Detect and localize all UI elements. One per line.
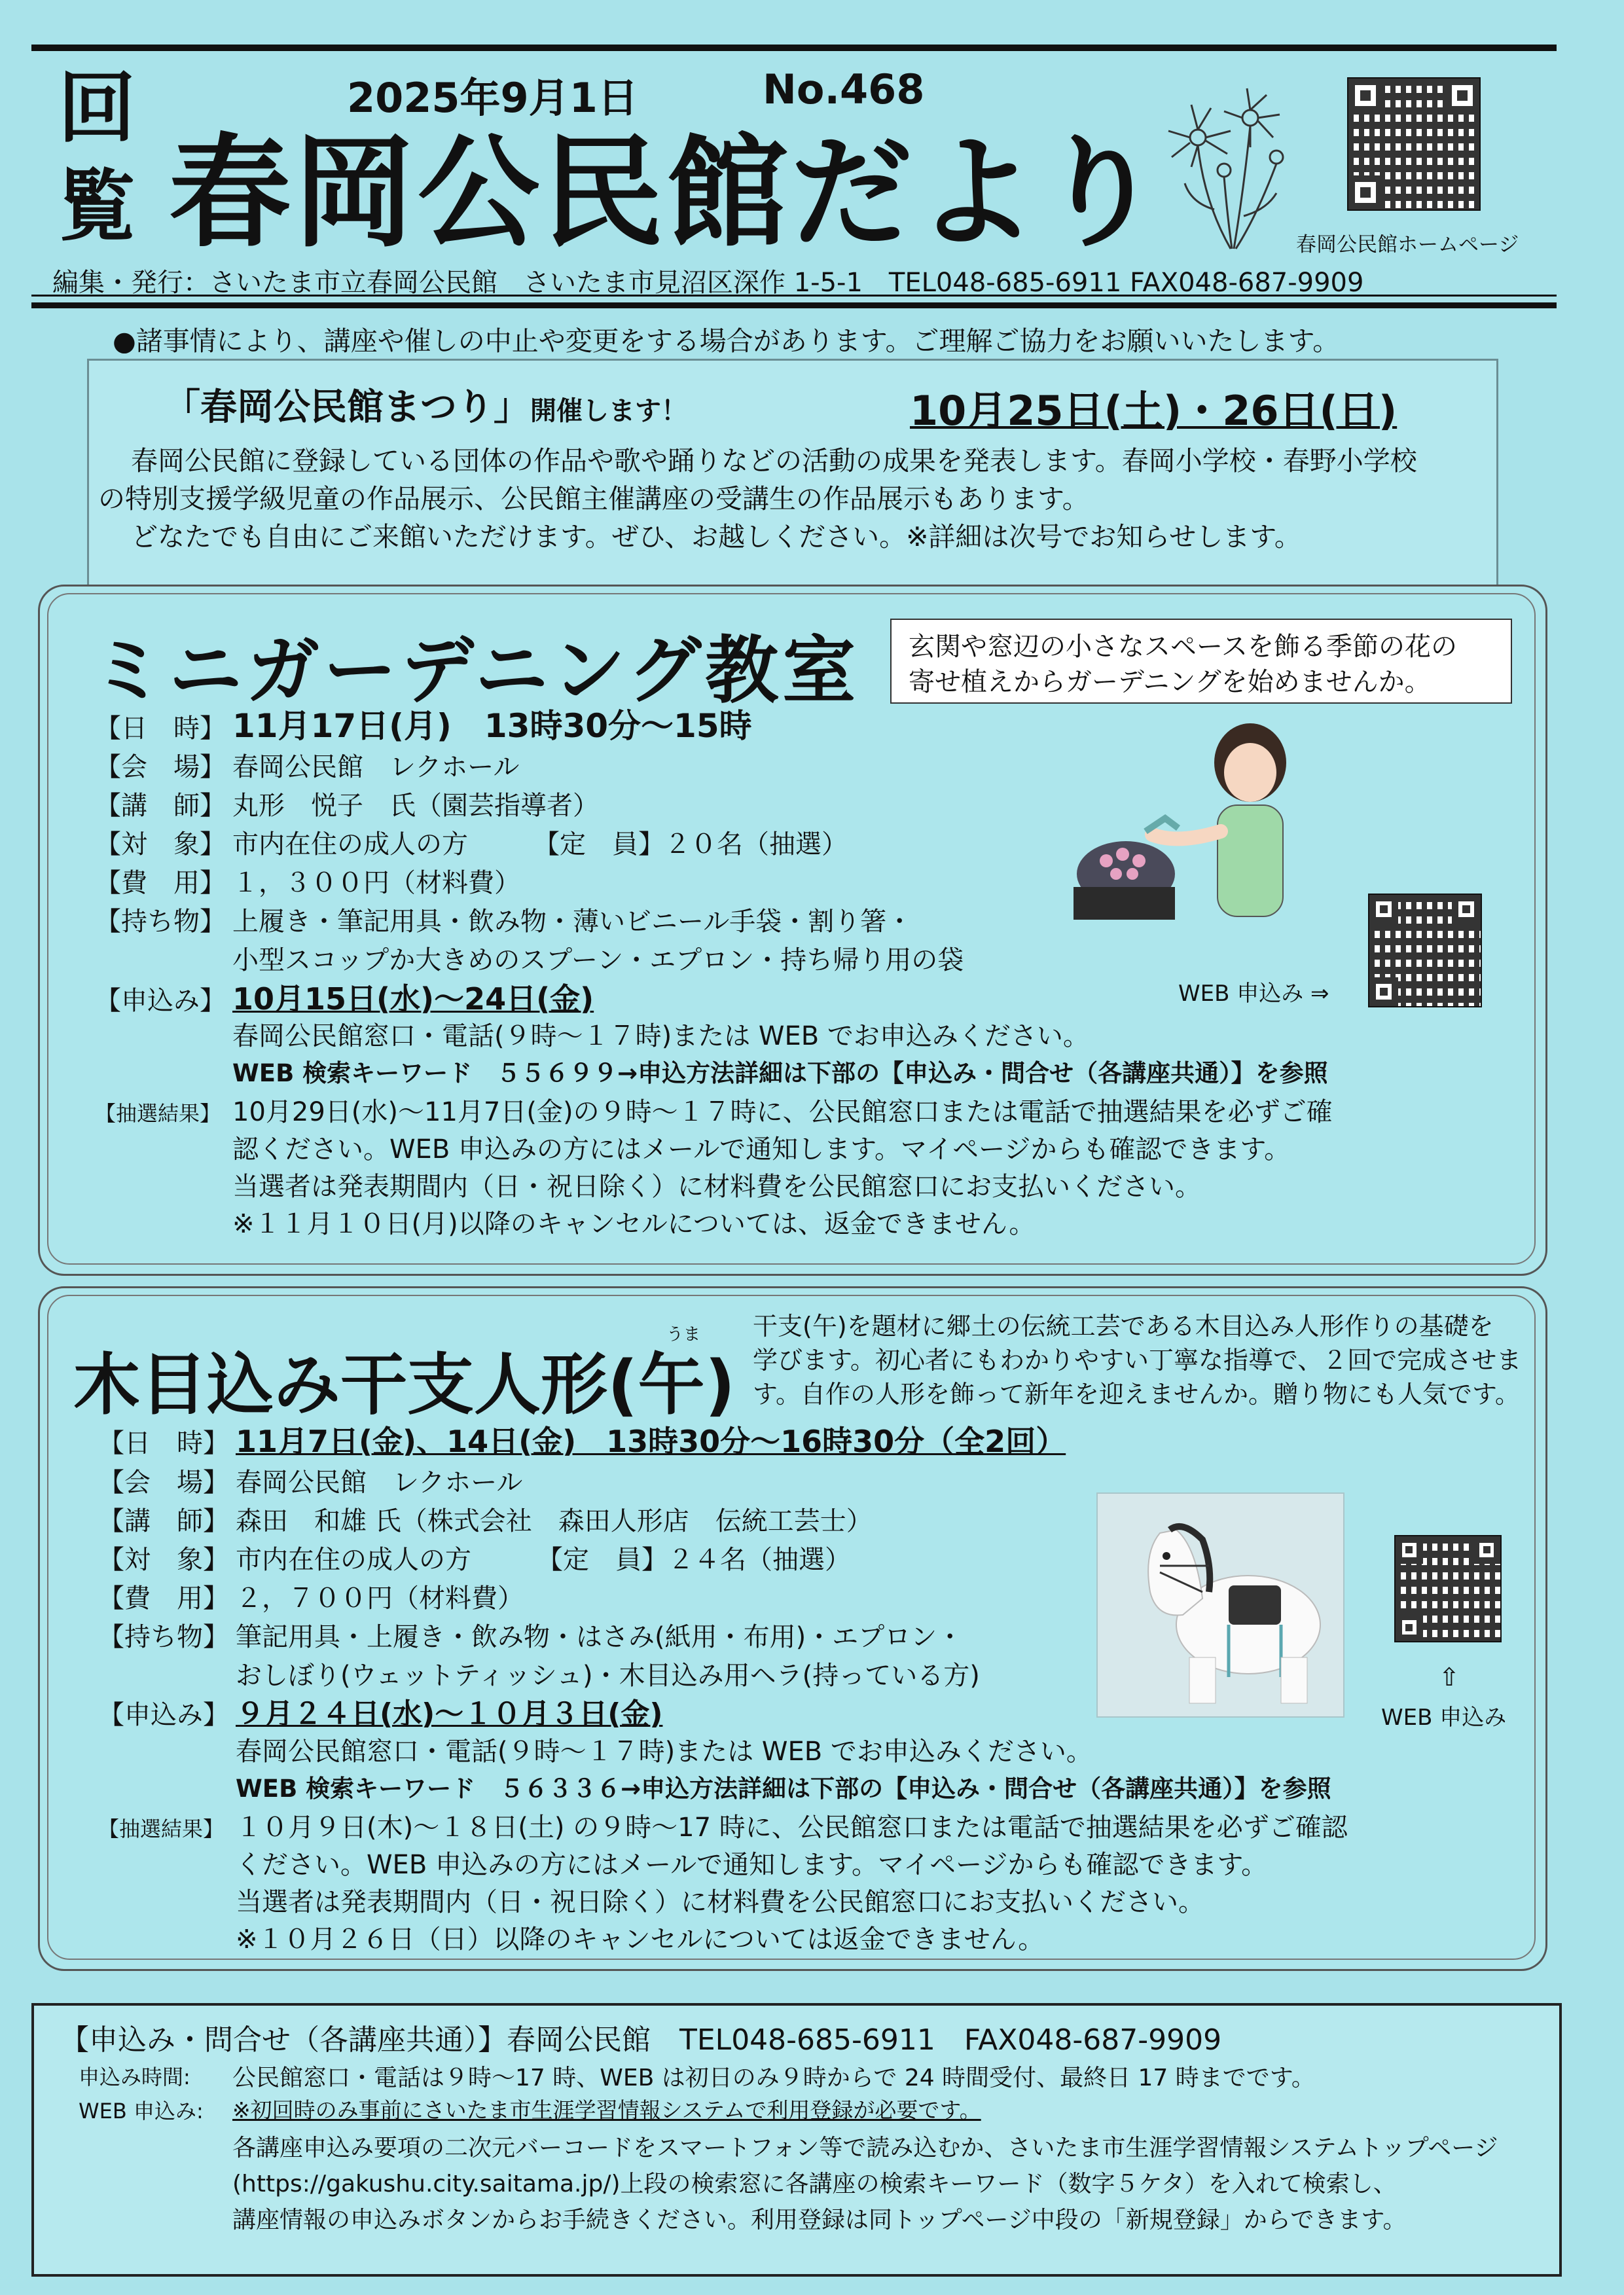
row-label: 【抽選結果】	[98, 1816, 225, 1841]
kimekomi-intro-line-1: 干支(午)を題材に郷土の伝統工芸である木目込み人形作りの基礎を	[753, 1312, 1494, 1341]
kairan-char-1: 回	[58, 63, 135, 153]
row-value: WEB 検索キーワード ５５６９９→申込方法詳細は下部の【申込み・問合せ（各講座共通）】を参照	[232, 1059, 1328, 1087]
footer-heading: 【申込み・問合せ（各講座共通）】春岡公民館 TEL048-685-6911 FAX048-687-9909	[60, 2023, 1222, 2057]
row-label: 【抽選結果】	[95, 1101, 221, 1126]
row-value: 11月7日(金)、14日(金) 13時30分～16時30分（全2回）	[236, 1424, 1066, 1459]
kimekomi-row-result-2	[98, 1847, 1267, 1883]
matsuri-line-1: 春岡公民館に登録している団体の作品や歌や踊りなどの活動の成果を発表します。春岡小学校・春野小学校	[131, 445, 1417, 477]
row-label: 【講 師】	[98, 1506, 229, 1536]
matsuri-title-suffix: 開催します！	[530, 396, 687, 426]
row-value: ※１１月１０日(月)以降のキャンセルについては、返金できません。	[232, 1209, 1036, 1239]
row-value: 市内在住の成人の方 【定 員】２０名（抽選）	[232, 829, 848, 859]
gardening-row-keyword	[95, 1056, 1328, 1091]
row-value: 市内在住の成人の方 【定 員】２４名（抽選）	[236, 1545, 851, 1575]
row-label: 【費 用】	[95, 868, 226, 898]
gardening-row-items	[95, 904, 912, 939]
homepage-qr-code[interactable]	[1347, 77, 1481, 211]
kimekomi-row-instructor	[98, 1504, 873, 1539]
row-label: 【対 象】	[98, 1545, 229, 1575]
row-value: 春岡公民館窓口・電話(９時～１７時)または WEB でお申込みください。	[236, 1737, 1092, 1767]
gardening-row-items-cont	[95, 943, 964, 978]
row-value: ９月２４日(水)～１０月３日(金)	[236, 1697, 663, 1731]
gardening-callout-line-2: 寄せ植えからガーデニングを始めませんか。	[909, 667, 1431, 697]
row-value: 認ください。WEB 申込みの方にはメールで通知します。マイページからも確認できます。	[232, 1134, 1291, 1165]
row-label: 【会 場】	[95, 752, 226, 782]
row-label: 【対 象】	[95, 829, 226, 859]
row-value: 森田 和雄 氏（株式会社 森田人形店 伝統工芸士）	[236, 1506, 873, 1536]
publisher-info: 編集・発行：さいたま市立春岡公民館 さいたま市見沼区深作 1-5-1 TEL048-685-6911 FAX048-687-9909	[52, 268, 1364, 298]
kimekomi-intro-line-3: す。自作の人形を飾って新年を迎えませんか。贈り物にも人気です。	[753, 1380, 1520, 1409]
gardening-row-apply	[95, 981, 594, 1019]
gardening-row-venue	[95, 750, 519, 785]
gardening-row-result	[95, 1094, 1333, 1131]
row-value: 10月29日(水)～11月7日(金)の９時～１７時に、公民館窓口または電話で抽選結果を必ずご確	[232, 1097, 1333, 1127]
gardening-callout	[890, 619, 1512, 704]
footer-hours-label: 申込み時間:	[79, 2065, 190, 2089]
matsuri-line-2: の特別支援学級児童の作品展示、公民館主催講座の受講生の作品展示もあります。	[98, 483, 1089, 515]
row-value: ※１０月２６日（日）以降のキャンセルについては返金できません。	[236, 1925, 1045, 1955]
kimekomi-row-target	[98, 1542, 851, 1578]
row-value: 丸形 悦子 氏（園芸指導者）	[232, 791, 599, 821]
row-value: １，３００円（材料費）	[232, 868, 520, 898]
gardening-row-result-2	[95, 1132, 1290, 1167]
kimekomi-title-ruby: うま	[666, 1325, 701, 1345]
issue-number: No.468	[763, 65, 925, 113]
kimekomi-intro	[753, 1309, 1521, 1411]
homepage-caption: 春岡公民館ホームページ	[1296, 233, 1519, 257]
kimekomi-web-label: WEB 申込み	[1381, 1705, 1507, 1731]
row-value: 春岡公民館 レクホール	[232, 752, 520, 782]
gardening-callout-line-1: 玄関や窓辺の小さなスペースを飾る季節の花の	[909, 632, 1457, 662]
header-rule-thick	[31, 302, 1557, 308]
kimekomi-intro-line-2: 学びます。初心者にもわかりやすい丁寧な指導で、２回で完成させま	[753, 1346, 1522, 1375]
up-arrow-icon: ⇧	[1439, 1663, 1460, 1691]
kimekomi-row-datetime	[98, 1424, 1066, 1461]
kimekomi-row-venue	[98, 1465, 522, 1500]
gardening-row-instructor	[95, 788, 599, 823]
row-label: 【持ち物】	[95, 907, 226, 937]
gardening-row-fee	[95, 865, 520, 901]
kairan-char-2: 覧	[58, 161, 135, 251]
kimekomi-title: 木目込み干支人形(午)	[73, 1346, 736, 1424]
issue-date: 2025年9月1日	[347, 74, 638, 122]
row-value: WEB 検索キーワード ５６３３６→申込方法詳細は下部の【申込み・問合せ（各講座共通）】を参照	[236, 1775, 1331, 1803]
kimekomi-row-cancel	[98, 1922, 1044, 1957]
kimekomi-row-items	[98, 1619, 963, 1655]
row-value: 10月15日(水)～24日(金)	[232, 981, 594, 1017]
kimekomi-row-keyword	[98, 1771, 1331, 1807]
row-value: 当選者は発表期間内（日・祝日除く）に材料費を公民館窓口にお支払いください。	[236, 1887, 1204, 1917]
gardening-row-result-3	[95, 1169, 1201, 1204]
footer-web-line-2: 各講座申込み要項の二次元バーコードをスマートフォン等で読み込むか、さいたま市生涯学習情報システムトップページ	[232, 2135, 1498, 2161]
row-label: 【申込み】	[98, 1700, 229, 1730]
row-value: 当選者は発表期間内（日・祝日除く）に材料費を公民館窓口にお支払いください。	[232, 1172, 1201, 1202]
kimekomi-row-items-cont	[98, 1658, 980, 1693]
row-value: １０月９日(木)～１８日(土) の９時～17 時に、公民館窓口または電話で抽選結果を必ずご確認	[236, 1813, 1348, 1843]
header-top-rule	[31, 45, 1557, 51]
row-value: おしぼり(ウェットティッシュ)・木目込み用ヘラ(持っている方)	[236, 1661, 980, 1691]
kimekomi-row-apply	[98, 1697, 662, 1733]
gardening-web-qr-code[interactable]	[1368, 894, 1482, 1007]
row-value: 春岡公民館 レクホール	[236, 1468, 523, 1498]
kimekomi-web-qr-code[interactable]	[1394, 1535, 1502, 1642]
header-rule-thin	[31, 295, 1557, 297]
gardening-woman-illustration	[1067, 720, 1329, 936]
row-label: 【日 時】	[95, 714, 226, 744]
footer-web-line-3: (https://gakushu.city.saitama.jp/)上段の検索窓に各講座の検索キーワード（数字５ケタ）を入れて検索し、	[232, 2171, 1397, 2197]
gardening-row-cancel	[95, 1206, 1035, 1242]
matsuri-date: 10月25日(土)・26日(日)	[910, 387, 1398, 435]
newsletter-title: 春岡公民館だより	[169, 122, 1164, 264]
row-value: 小型スコップか大きめのスプーン・エプロン・持ち帰り用の袋	[232, 945, 964, 975]
gardening-title: ミニガーデニング教室	[92, 628, 860, 714]
kimekomi-row-result-3	[98, 1885, 1204, 1920]
gardening-web-label: WEB 申込み ⇒	[1178, 981, 1329, 1007]
horse-doll-photo	[1096, 1492, 1344, 1718]
matsuri-line-3: どなたでも自由にご来館いただけます。ぜひ、お越しください。※詳細は次号でお知らせします。	[131, 521, 1301, 552]
row-value: 春岡公民館窓口・電話(９時～１７時)または WEB でお申込みください。	[232, 1021, 1089, 1051]
gardening-row-apply-how	[95, 1019, 1089, 1054]
kairan-mark	[51, 59, 143, 275]
matsuri-title-main: 「春岡公民館まつり」	[164, 386, 530, 429]
kimekomi-row-fee	[98, 1581, 524, 1616]
footer-hours: 公民館窓口・電話は９時～17 時、WEB は初日のみ９時からで 24 時間受付、最終日 17 時までです。	[232, 2065, 1315, 2091]
kimekomi-row-result	[98, 1810, 1348, 1847]
row-label: 【持ち物】	[98, 1622, 229, 1652]
row-value: 上履き・筆記用具・飲み物・薄いビニール手袋・割り箸・	[232, 907, 913, 937]
row-value: ください。WEB 申込みの方にはメールで通知します。マイページからも確認できます。	[236, 1850, 1268, 1880]
matsuri-title	[164, 378, 687, 431]
row-label: 【費 用】	[98, 1583, 229, 1614]
row-label: 【申込み】	[95, 986, 226, 1016]
row-label: 【日 時】	[98, 1428, 229, 1458]
horse-doll-icon	[1098, 1494, 1343, 1716]
row-value: 筆記用具・上履き・飲み物・はさみ(紙用・布用)・エプロン・	[236, 1622, 964, 1652]
notice-text: ●諸事情により、講座や催しの中止や変更をする場合があります。ご理解ご協力をお願いいたします。	[113, 325, 1340, 357]
row-value: 11月17日(月) 13時30分～15時	[232, 707, 752, 745]
footer-web-label: WEB 申込み:	[79, 2099, 204, 2123]
gardening-row-datetime	[95, 708, 752, 746]
kimekomi-row-apply-how	[98, 1734, 1092, 1769]
row-label: 【講 師】	[95, 791, 226, 821]
row-value: ２，７００円（材料費）	[236, 1583, 524, 1614]
footer-web-line-4: 講座情報の申込みボタンからお手続きください。利用登録は同トップページ中段の「新規登録」からできます。	[232, 2207, 1407, 2233]
row-label: 【会 場】	[98, 1468, 229, 1498]
footer-web-line-1: ※初回時のみ事前にさいたま市生涯学習情報システムで利用登録が必要です。	[232, 2097, 981, 2123]
gardening-row-target	[95, 827, 848, 862]
